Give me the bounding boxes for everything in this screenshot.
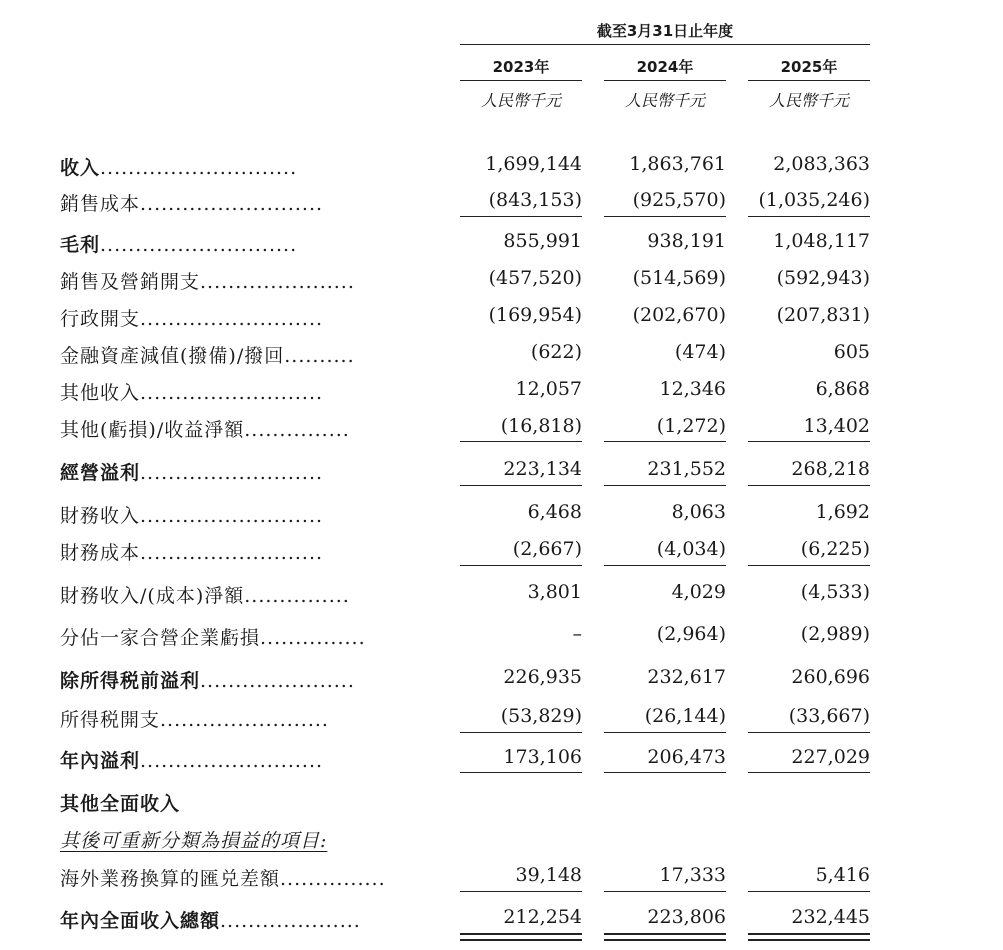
row-value-2025: 6,868 [815,378,870,400]
row-value-2024: 4,029 [671,581,726,603]
col-year-rule [460,80,582,81]
row-value-2023: 226,935 [503,666,582,688]
col-year-rule [604,80,726,81]
row-value-2023: (843,153) [488,189,582,211]
subtotal-rule [460,891,582,892]
row-leader-dots: ............... [280,868,386,890]
row-label [60,746,432,773]
table-row [0,230,1003,260]
subtotal-rule [460,732,582,733]
subtotal-rule [460,772,582,773]
row-label-text: 銷售成本 [60,193,141,215]
row-label [60,538,432,565]
table-row [0,705,1003,735]
row-label-text: 財務成本 [60,542,141,564]
row-value-2024: (2,964) [656,623,726,645]
row-value-2025: 227,029 [791,746,870,768]
row-value-2023: 3,801 [527,581,582,603]
col-unit-2023: 人民幣千元 [480,91,561,110]
row-value-2024: (925,570) [632,189,726,211]
table-row [0,623,1003,653]
row-label [60,581,432,608]
row-value-2024: (514,569) [632,267,726,289]
total-double-rule [748,933,870,941]
row-value-2023: 39,148 [515,864,582,886]
subtotal-rule [460,216,582,217]
subtotal-rule [460,565,582,566]
row-label-text: 所得税開支 [60,709,161,731]
row-value-2023: 12,057 [515,378,582,400]
col-year-2023: 2023年 [492,58,550,76]
row-label [60,458,432,485]
row-label-text: 經營溢利 [60,462,141,484]
row-leader-dots: .......................... [140,462,324,484]
row-leader-dots: ............................ [100,234,298,256]
row-value-2024: (4,034) [656,538,726,560]
row-value-2023: (622) [530,341,582,363]
row-value-2025: (592,943) [776,267,870,289]
row-value-2024: 232,617 [647,666,726,688]
row-value-2025: (4,533) [800,581,870,603]
row-value-2024: 8,063 [671,501,726,523]
row-value-2024: 17,333 [659,864,726,886]
row-value-2023: 212,254 [503,906,582,928]
row-label [60,230,432,257]
subtotal-rule [604,565,726,566]
subtotal-rule [604,441,726,442]
subtotal-rule [604,732,726,733]
row-label-text: 收入 [60,157,101,179]
table-row [0,826,1003,856]
row-leader-dots: ............................ [100,157,298,179]
row-value-2025: (33,667) [788,705,870,727]
table-row [0,501,1003,531]
row-value-2025: 605 [833,341,870,363]
row-value-2024: (26,144) [644,705,726,727]
row-value-2025: 13,402 [803,415,870,437]
row-label [60,304,432,331]
row-value-2023: (53,829) [500,705,582,727]
row-leader-dots: .......................... [140,505,324,527]
row-label-text: 海外業務換算的匯兑差額 [60,868,281,890]
row-value-2023: – [572,623,582,645]
row-leader-dots: .......... [284,345,355,367]
row-label-text: 分佔一家合營企業虧損 [60,627,261,649]
row-leader-dots: .......................... [140,382,324,404]
row-value-2025: (6,225) [800,538,870,560]
table-row [0,267,1003,297]
table-row [0,378,1003,408]
row-label-text: 毛利 [60,234,101,256]
row-value-2025: 232,445 [791,906,870,928]
row-label [60,378,432,405]
row-label-text: 其他全面收入 [60,793,181,815]
row-label-text: 銷售及營銷開支 [60,271,201,293]
table-row [0,304,1003,334]
row-label-text: 行政開支 [60,308,141,330]
row-value-2025: 2,083,363 [773,153,870,175]
col-year-2024: 2024年 [636,58,694,76]
col-year-rule [748,80,870,81]
row-label [60,666,432,693]
row-label [60,906,432,933]
table-row [0,906,1003,936]
row-label-text: 年內全面收入總額 [60,910,221,932]
row-label [60,501,432,528]
row-label [60,189,432,216]
row-label [60,623,432,650]
subtotal-rule [748,485,870,486]
row-value-2025: 1,048,117 [773,230,870,252]
row-leader-dots: ............... [244,585,350,607]
row-label [60,153,432,180]
row-value-2023: (169,954) [488,304,582,326]
row-value-2023: 173,106 [503,746,582,768]
subtotal-rule [604,216,726,217]
row-value-2023: 855,991 [503,230,582,252]
col-unit-2024: 人民幣千元 [624,91,705,110]
subtotal-rule [748,216,870,217]
row-value-2024: 12,346 [659,378,726,400]
row-leader-dots: ............... [244,419,350,441]
row-value-2024: 231,552 [647,458,726,480]
row-value-2023: (2,667) [512,538,582,560]
row-label [60,267,432,294]
row-leader-dots: .................... [220,910,361,932]
row-value-2024: 223,806 [647,906,726,928]
table-row [0,864,1003,894]
row-label-text: 其後可重新分類為損益的項目: [60,830,328,852]
row-value-2023: 223,134 [503,458,582,480]
subtotal-rule [748,732,870,733]
row-value-2024: 1,863,761 [629,153,726,175]
col-year-2025: 2025年 [780,58,838,76]
subtotal-rule [604,772,726,773]
row-leader-dots: ............... [260,627,366,649]
table-row [0,341,1003,371]
row-leader-dots: .......................... [140,750,324,772]
row-value-2024: 206,473 [647,746,726,768]
row-label [60,415,432,442]
row-value-2023: 1,699,144 [485,153,582,175]
period-rule [460,44,870,45]
total-double-rule [604,933,726,941]
row-label [60,705,432,732]
row-label-text: 財務收入/(成本)淨額 [60,585,245,607]
row-label-text: 財務收入 [60,505,141,527]
subtotal-rule [604,485,726,486]
period-header: 截至3月31日止年度 [596,22,734,40]
table-row [0,189,1003,219]
row-value-2025: 268,218 [791,458,870,480]
subtotal-rule [748,891,870,892]
row-label-text: 金融資產減值(撥備)/撥回 [60,345,285,367]
table-row [0,581,1003,611]
row-value-2025: (1,035,246) [758,189,870,211]
row-value-2024: 938,191 [647,230,726,252]
row-label-text: 其他收入 [60,382,141,404]
row-leader-dots: ...................... [200,271,355,293]
row-leader-dots: ........................ [160,709,329,731]
row-label-text: 其他(虧損)/收益淨額 [60,419,245,441]
row-value-2024: (202,670) [632,304,726,326]
row-value-2023: 6,468 [527,501,582,523]
row-label [60,826,432,853]
row-value-2023: (457,520) [488,267,582,289]
row-leader-dots: ...................... [200,670,355,692]
table-row [0,538,1003,568]
row-value-2024: (1,272) [656,415,726,437]
subtotal-rule [604,891,726,892]
row-value-2025: 1,692 [815,501,870,523]
row-label-text: 年內溢利 [60,750,141,772]
subtotal-rule [748,565,870,566]
row-label-text: 除所得税前溢利 [60,670,201,692]
table-row [0,789,1003,819]
table-row [0,153,1003,183]
row-value-2023: (16,818) [500,415,582,437]
subtotal-rule [460,441,582,442]
row-label [60,341,432,368]
table-row [0,458,1003,488]
row-leader-dots: .......................... [140,542,324,564]
row-label [60,789,432,816]
row-leader-dots: .......................... [140,308,324,330]
row-value-2025: 5,416 [815,864,870,886]
row-leader-dots: .......................... [140,193,324,215]
row-value-2025: (2,989) [800,623,870,645]
subtotal-rule [460,485,582,486]
table-row [0,666,1003,696]
subtotal-rule [748,772,870,773]
row-value-2025: 260,696 [791,666,870,688]
row-value-2024: (474) [674,341,726,363]
row-label [60,864,432,891]
row-value-2025: (207,831) [776,304,870,326]
total-double-rule [460,933,582,941]
subtotal-rule [748,441,870,442]
col-unit-2025: 人民幣千元 [768,91,849,110]
